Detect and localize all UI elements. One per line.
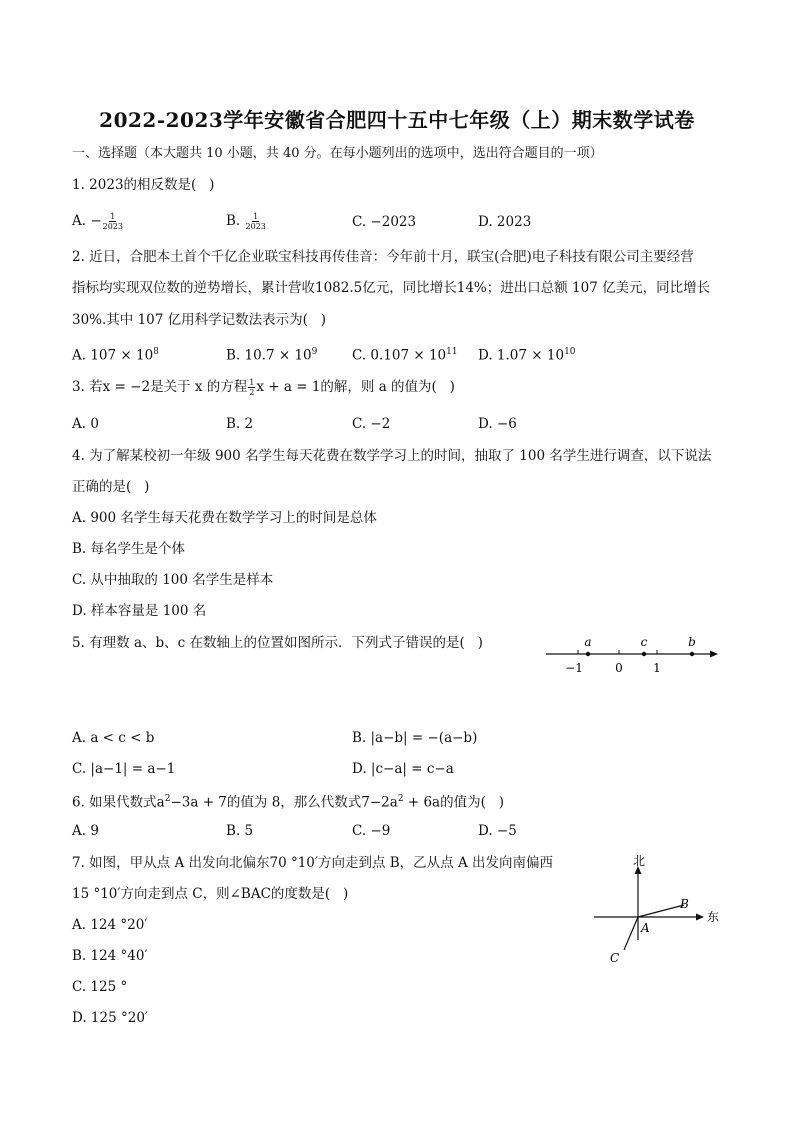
question-5-stem: 5. 有理数 a、b、c 在数轴上的位置如图所示．下列式子错误的是( ) bbox=[72, 635, 483, 651]
q6-option-c: C. −9 bbox=[352, 823, 391, 839]
east-arrow-icon bbox=[696, 914, 704, 921]
north-label: 北 bbox=[633, 854, 646, 868]
direction-figure bbox=[588, 852, 728, 972]
q5-option-b: B. |a−b| = −(a−b) bbox=[352, 730, 478, 746]
axis-arrow-icon bbox=[710, 651, 718, 658]
q5-option-a: A. a < c < b bbox=[72, 730, 155, 746]
question-4-line-2: 正确的是( ) bbox=[72, 479, 150, 495]
question-7-line-1: 7. 如图，甲从点 A 出发向北偏东70 °10′方向走到点 B，乙从点 A 出发向南偏西 bbox=[72, 855, 554, 871]
q2-option-c: C. $0.107 \times 10^{11}$ bbox=[352, 347, 458, 364]
section-heading: 一、选择题（本大题共 10 小题，共 40 分。在每小题列出的选项中，选出符合题目的一项） bbox=[72, 146, 603, 161]
question-2-line-1: 2. 近日，合肥本土首个千亿企业联宝科技再传佳音：今年前十月，联宝(合肥)电子科技有限公司主要经营 bbox=[72, 249, 694, 265]
q5-option-c: C. |a−1| = a−1 bbox=[72, 761, 176, 777]
q1-option-d: D. 2023 bbox=[478, 214, 532, 230]
question-2-line-3: 30%.其中 107 亿用科学记数法表示为( ) bbox=[72, 312, 327, 328]
q3-option-c: C. −2 bbox=[352, 416, 391, 432]
point-label-c: C bbox=[610, 951, 620, 965]
point-label-b: B bbox=[680, 897, 689, 911]
tick-label-minus-one: −1 bbox=[565, 661, 583, 675]
ray-ab bbox=[638, 905, 684, 917]
question-3-stem: 3. 若x = −2是关于 x 的方程 $\frac{1}{2}$ x + a = 1的解，则 a 的值为( ) bbox=[72, 378, 455, 397]
q4-option-b: B. 每名学生是个体 bbox=[72, 541, 186, 557]
question-7-line-2: 15 °10′方向走到点 C，则∠BAC的度数是( ) bbox=[72, 886, 349, 902]
ray-ac bbox=[624, 917, 638, 950]
fraction: $\frac{1}{2023}$ bbox=[102, 212, 124, 231]
q6-option-b: B. 5 bbox=[226, 823, 254, 839]
q7-option-c: C. 125 ° bbox=[72, 979, 128, 995]
point-label-a: A bbox=[641, 921, 650, 935]
q3-option-d: D. −6 bbox=[478, 416, 517, 432]
q6-option-d: D. −5 bbox=[478, 823, 517, 839]
tick-label-one: 1 bbox=[653, 661, 661, 675]
point-label-a: a bbox=[584, 635, 592, 649]
q2-option-a: A. $107 \times 10^8$ bbox=[72, 347, 159, 364]
question-2-line-2: 指标均实现双位数的逆势增长，累计营收1082.5亿元，同比增长14%；进出口总额 107 亿美元，同比增长 bbox=[72, 280, 711, 296]
tick-label-zero: 0 bbox=[615, 661, 623, 675]
q7-option-b: B. 124 °40′ bbox=[72, 948, 148, 964]
page-title: 2022-2023学年安徽省合肥四十五中七年级（上）期末数学试卷 bbox=[99, 108, 695, 132]
point-label-b: b bbox=[688, 635, 696, 649]
q4-option-d: D. 样本容量是 100 名 bbox=[72, 603, 207, 619]
q1-option-b: B. $\frac{1}{2023}$ bbox=[226, 212, 266, 231]
east-label: 东 bbox=[707, 910, 720, 924]
q1-option-c: C. −2023 bbox=[352, 214, 417, 230]
q4-option-c: C. 从中抽取的 100 名学生是样本 bbox=[72, 572, 274, 588]
q6-option-a: A. 9 bbox=[72, 823, 99, 839]
q2-option-b: B. $10.7 \times 10^9$ bbox=[226, 347, 318, 364]
fraction: $\frac{1}{2}$ bbox=[249, 378, 255, 397]
q3-option-b: B. 2 bbox=[226, 416, 254, 432]
point-label-c: c bbox=[640, 635, 648, 649]
q3-option-a: A. 0 bbox=[72, 416, 99, 432]
question-4-line-1: 4. 为了解某校初一年级 900 名学生每天花费在数学学习上的时间，抽取了 100 名学生进行调查，以下说法 bbox=[72, 448, 712, 464]
question-6-stem: 6. 如果代数式$a^2-3a + 7$的值为 8，那么代数式$7-2a^2 + 6a$的值为( ) bbox=[72, 794, 505, 811]
q2-option-d: D. $1.07 \times 10^{10}$ bbox=[478, 347, 576, 364]
q1-option-a: A. − $\frac{1}{2023}$ bbox=[72, 212, 124, 231]
q7-option-d: D. 125 °20′ bbox=[72, 1010, 148, 1026]
question-1-stem: 1. 2023的相反数是( ) bbox=[72, 177, 215, 193]
q4-option-a: A. 900 名学生每天花费在数学学习上的时间是总体 bbox=[72, 510, 377, 526]
number-line-figure bbox=[540, 632, 730, 682]
point-c bbox=[642, 652, 646, 656]
fraction: $\frac{1}{2023}$ bbox=[245, 212, 266, 231]
q7-option-a: A. 124 °20′ bbox=[72, 917, 148, 933]
q5-option-d: D. |c−a| = c−a bbox=[352, 761, 454, 777]
point-a bbox=[586, 652, 590, 656]
point-b bbox=[690, 652, 694, 656]
